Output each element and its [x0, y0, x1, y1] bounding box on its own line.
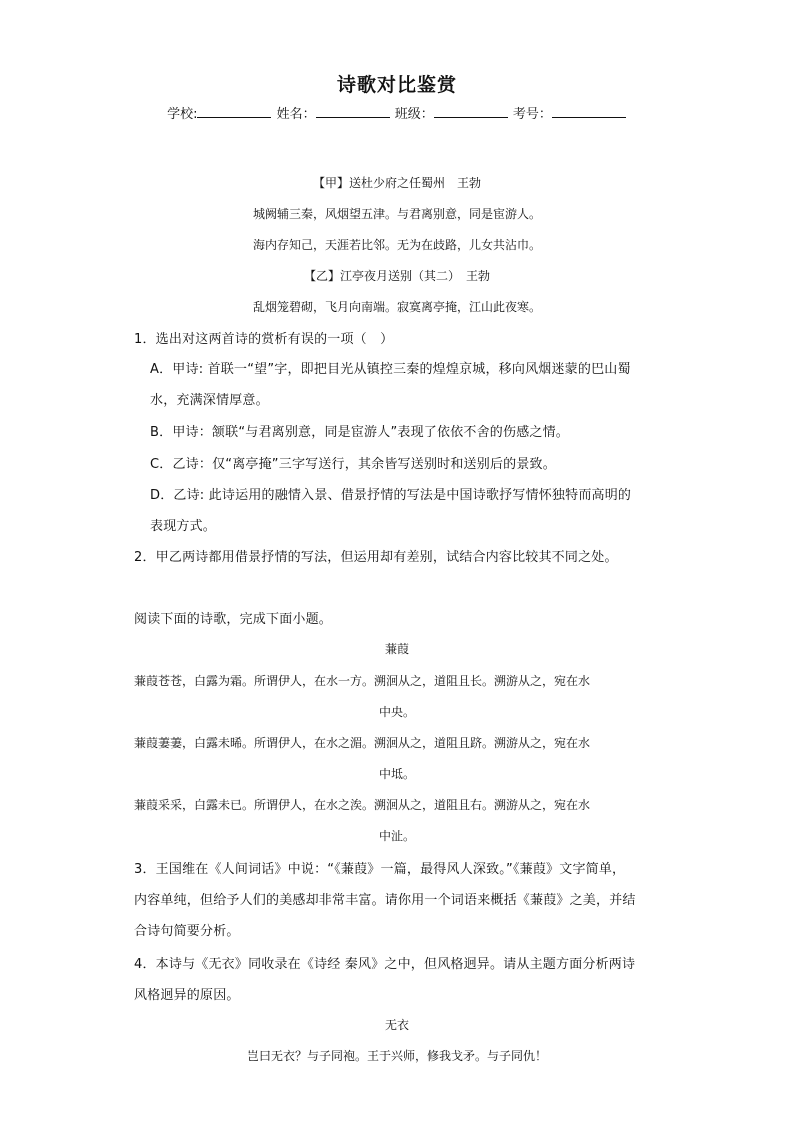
jianjia-stanza-2-line-2: 中坻。	[378, 767, 415, 781]
q1-option-a-line-2: 水，充满深情厚意。	[150, 393, 269, 408]
question-3-line-2: 内容单纯，但给予人们的美感却非常丰富。请你用一个词语来概括《蒹葭》之美，并结	[134, 893, 636, 908]
poem-jia-line-1: 城阙辅三秦，风烟望五津。与君离别意，同是宦游人。	[252, 207, 541, 221]
poem-jianjia-title: 蒹葭	[384, 642, 409, 656]
poem-jia-line-2: 海内存知己，天涯若比邻。无为在歧路，儿女共沾巾。	[252, 238, 541, 252]
q1-option-c: C．乙诗：仅“离亭掩”三字写送行，其余皆写送别时和送别后的景致。	[150, 457, 556, 472]
exam-no-label: 考号：	[512, 107, 552, 122]
q1-option-d-line-1: D．乙诗: 此诗运用的融情入景、借景抒情的写法是中国诗歌抒写情怀独特而高明的	[150, 488, 632, 503]
q1-option-a-line-1: A．甲诗: 首联一“望”字，即把目光从镇控三秦的煌煌京城，移向风烟迷蒙的巴山蜀	[150, 362, 631, 377]
exam-no-blank[interactable]	[552, 105, 626, 118]
q1-option-b: B．甲诗：颔联“与君离别意，同是宦游人”表现了依依不舍的伤感之情。	[150, 425, 569, 440]
jianjia-stanza-1-line-2: 中央。	[378, 705, 415, 719]
poem-jia-title: 【甲】送杜少府之任蜀州 王勃	[312, 176, 481, 190]
question-3-line-3: 合诗句简要分析。	[134, 924, 240, 939]
class-blank[interactable]	[434, 105, 508, 118]
poem-yi-line-1: 乱烟笼碧砌，飞月向南端。寂寞离亭掩，江山此夜寒。	[252, 300, 541, 314]
jianjia-stanza-3-line-1: 蒹葭采采，白露未已。所谓伊人，在水之涘。溯洄从之，道阻且右。溯游从之，宛在水	[134, 798, 591, 812]
jianjia-stanza-1-line-1: 蒹葭苍苍，白露为霜。所谓伊人，在水一方。溯洄从之，道阻且长。溯游从之，宛在水	[134, 674, 591, 688]
question-2: 2．甲乙两诗都用借景抒情的写法，但运用却有差别，试结合内容比较其不同之处。	[134, 550, 618, 565]
question-4-line-1: 4．本诗与《无衣》同收录在《诗经 秦风》之中，但风格迥异。请从主题方面分析两诗	[134, 957, 636, 972]
poem-wuyi-line-1: 岂曰无衣？与子同袍。王于兴师，修我戈矛。与子同仇！	[246, 1049, 547, 1063]
question-3-line-1: 3．王国维在《人间词话》中说：“《蒹葭》一篇，最得风人深致。”《蒹葭》文字简单，	[134, 862, 626, 877]
name-blank[interactable]	[316, 105, 390, 118]
class-label: 班级：	[394, 107, 434, 122]
student-info-line	[0, 103, 794, 122]
page-title: 诗歌对比鉴赏	[336, 74, 457, 96]
poem-yi-title: 【乙】江亭夜月送别（其二） 王勃	[303, 269, 490, 283]
poem-wuyi-title: 无衣	[384, 1018, 409, 1032]
jianjia-stanza-2-line-1: 蒹葭萋萋，白露未晞。所谓伊人，在水之湄。溯洄从之，道阻且跻。溯游从之，宛在水	[134, 736, 591, 750]
school-blank[interactable]	[197, 105, 271, 118]
question-4-line-2: 风格迥异的原因。	[134, 988, 240, 1003]
school-label: 学校:	[167, 107, 198, 122]
jianjia-stanza-3-line-2: 中沚。	[378, 829, 415, 843]
q1-option-d-line-2: 表现方式。	[150, 519, 217, 534]
name-label: 姓名：	[276, 107, 316, 122]
section-2-intro: 阅读下面的诗歌，完成下面小题。	[134, 612, 333, 627]
question-1: 1．选出对这两首诗的赏析有误的一项（ ）	[134, 332, 394, 347]
